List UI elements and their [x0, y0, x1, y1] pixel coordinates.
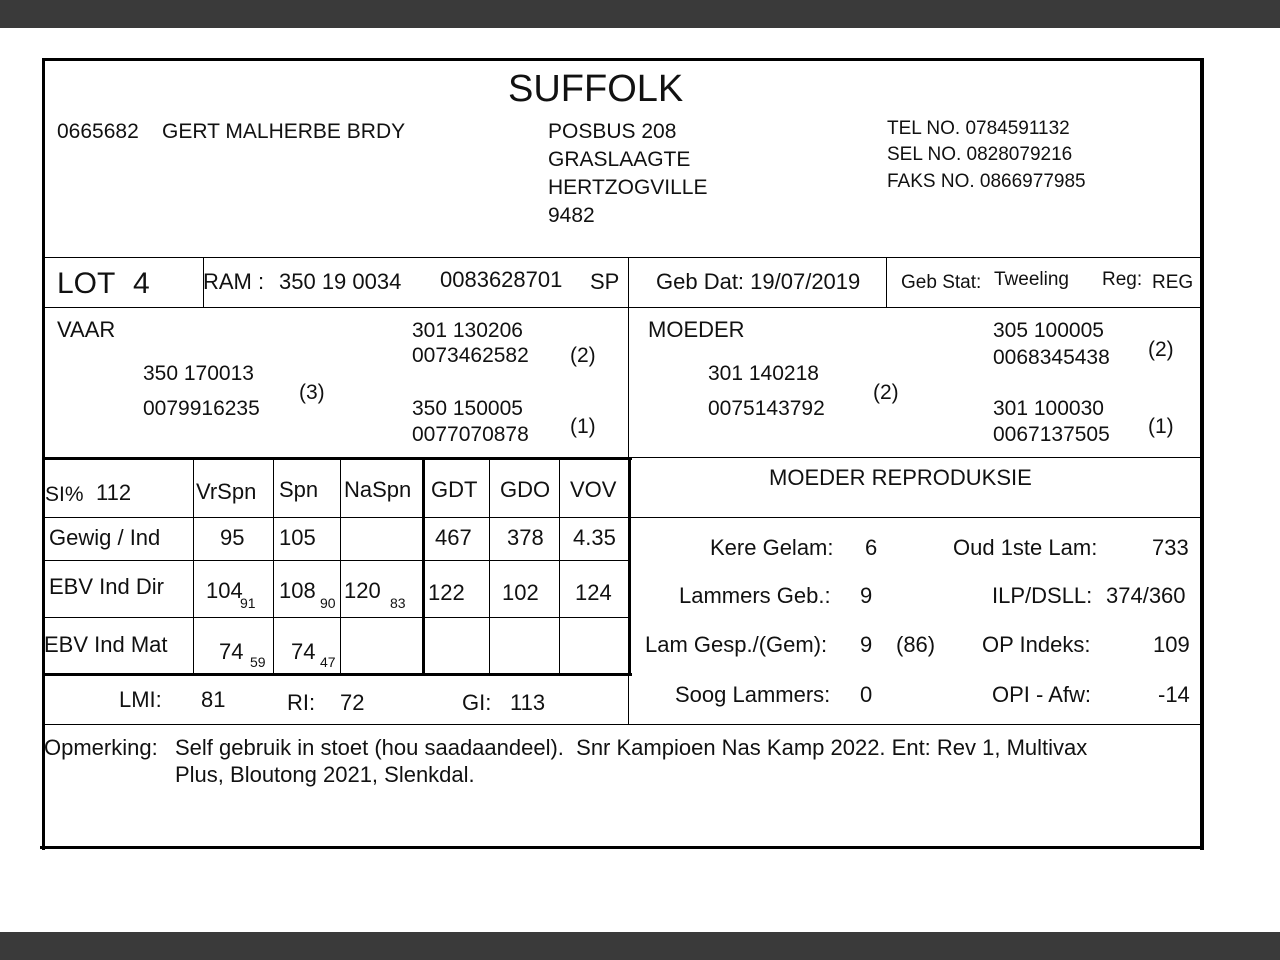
gewig-spn: 105	[279, 525, 316, 550]
opi-label: OPI - Afw:	[992, 682, 1092, 707]
oud-label: Oud 1ste Lam:	[953, 535, 1098, 560]
opi-value: -14	[1158, 682, 1190, 707]
table-col-1	[193, 459, 194, 675]
gi-label: GI:	[462, 690, 492, 715]
address-line-2: GRASLAAGTE	[548, 148, 691, 171]
moeder-sire-id: 305 100005	[993, 319, 1104, 342]
gi-value: 113	[510, 690, 546, 715]
gewig-gdo: 378	[507, 525, 544, 550]
ebv-mat-vrspn-accuracy: 59	[250, 654, 266, 670]
faks-number: FAKS NO. 0866977985	[887, 171, 1086, 192]
divider-row3	[42, 617, 630, 618]
header-gdt: GDT	[431, 477, 478, 502]
lot-number: 4	[133, 267, 150, 300]
moeder-count: (2)	[873, 381, 899, 404]
moeder-sire-count: (2)	[1148, 338, 1174, 361]
op-value: 109	[1153, 632, 1190, 657]
lammers-label: Lammers Geb.:	[679, 583, 831, 608]
header-naspn: NaSpn	[344, 477, 412, 502]
vaar-sire-reg: 0073462582	[412, 344, 529, 367]
moeder-label: MOEDER	[648, 317, 745, 342]
gewig-vov: 4.35	[573, 525, 616, 550]
moeder-sire-reg: 0068345438	[993, 346, 1110, 369]
ebv-dir-vrspn: 104	[206, 578, 243, 603]
reg-label: Reg:	[1102, 269, 1143, 290]
soog-value: 0	[860, 682, 873, 707]
ri-label: RI:	[287, 690, 316, 715]
divider-remark	[42, 724, 1202, 725]
birth-status-label: Geb Stat:	[901, 272, 982, 293]
gewig-vrspn: 95	[220, 525, 245, 550]
row-ebv-mat-label: EBV Ind Mat	[44, 632, 168, 657]
moeder-reg: 0075143792	[708, 397, 825, 420]
top-dark-bar	[0, 0, 1280, 28]
gesp-label: Lam Gesp./(Gem):	[645, 632, 828, 657]
header-gdo: GDO	[500, 477, 551, 502]
vaar-sire-count: (2)	[570, 344, 596, 367]
table-col-4	[422, 459, 425, 675]
ebv-dir-gdt: 122	[428, 580, 465, 605]
si-label: SI%	[45, 483, 84, 506]
ram-label: RAM :	[203, 269, 265, 294]
moeder-dam-count: (1)	[1148, 415, 1174, 438]
card-border-right	[1200, 58, 1204, 850]
row-ebv-dir-label: EBV Ind Dir	[49, 574, 164, 599]
gesp-gem: (86)	[896, 632, 936, 657]
lmi-value: 81	[201, 687, 226, 712]
lmi-label: LMI:	[119, 687, 162, 712]
ebv-dir-spn: 108	[279, 578, 316, 603]
remark-label: Opmerking:	[44, 735, 158, 760]
soog-label: Soog Lammers:	[675, 682, 831, 707]
remark-line-2: Plus, Bloutong 2021, Slenkdal.	[175, 762, 475, 787]
vaar-reg: 0079916235	[143, 397, 260, 420]
divider-lot	[42, 307, 1202, 308]
tel-number: TEL NO. 0784591132	[887, 118, 1070, 139]
divider-table-bottom	[42, 673, 632, 676]
reg-value: REG	[1152, 272, 1194, 293]
bottom-dark-bar	[0, 932, 1280, 960]
divider-ram-v	[628, 257, 629, 307]
vaar-label: VAAR	[57, 317, 116, 342]
ebv-mat-vrspn: 74	[219, 639, 244, 664]
address-line-4: 9482	[548, 204, 595, 227]
divider-gebdat-v	[886, 257, 887, 307]
ram-id: 350 19 0034	[279, 269, 402, 294]
address-line-1: POSBUS 208	[548, 120, 677, 143]
divider-row2	[42, 560, 630, 561]
ebv-mat-spn-accuracy: 47	[320, 654, 336, 670]
reproduction-title: MOEDER REPRODUKSIE	[769, 465, 1032, 490]
vaar-id: 350 170013	[143, 362, 254, 385]
table-col-2	[273, 459, 274, 675]
ebv-dir-naspn-accuracy: 83	[390, 595, 406, 611]
ebv-dir-gdo: 102	[502, 580, 539, 605]
moeder-dam-reg: 0067137505	[993, 423, 1110, 446]
breeder-name: GERT MALHERBE BRDY	[162, 120, 406, 143]
address-line-3: HERTZOGVILLE	[548, 176, 708, 199]
vaar-dam-reg: 0077070878	[412, 423, 529, 446]
op-label: OP Indeks:	[982, 632, 1091, 657]
divider-row1	[42, 517, 1202, 518]
breed-title: SUFFOLK	[508, 68, 684, 110]
ebv-mat-spn: 74	[291, 639, 316, 664]
ilp-value: 374/360	[1106, 583, 1186, 608]
table-col-5	[489, 459, 490, 675]
si-value: 112	[96, 480, 132, 505]
header-vrspn: VrSpn	[196, 479, 257, 504]
card-border-bottom	[40, 846, 1200, 849]
card-border-left	[42, 58, 45, 850]
table-col-7	[628, 459, 631, 675]
ebv-dir-vov: 124	[575, 580, 612, 605]
vaar-sire-id: 301 130206	[412, 319, 523, 342]
ram-reg: 0083628701	[440, 267, 563, 292]
divider-header	[42, 257, 1202, 258]
kere-label: Kere Gelam:	[710, 535, 834, 560]
sel-number: SEL NO. 0828079216	[887, 144, 1073, 165]
vaar-dam-id: 350 150005	[412, 397, 523, 420]
breeder-code: 0665682	[57, 120, 139, 143]
table-col-6	[559, 459, 560, 675]
kere-value: 6	[865, 535, 878, 560]
lammers-value: 9	[860, 583, 873, 608]
ram-suffix: SP	[590, 269, 620, 294]
divider-table-top	[42, 457, 632, 460]
vaar-count: (3)	[299, 381, 325, 404]
gesp-value: 9	[860, 632, 873, 657]
vaar-dam-count: (1)	[570, 415, 596, 438]
table-col-3	[340, 459, 341, 675]
row-gewig-label: Gewig / Ind	[49, 525, 161, 550]
birth-date: Geb Dat: 19/07/2019	[656, 269, 861, 294]
moeder-dam-id: 301 100030	[993, 397, 1104, 420]
birth-status-value: Tweeling	[994, 269, 1069, 290]
header-spn: Spn	[279, 477, 319, 502]
oud-value: 733	[1152, 535, 1189, 560]
ebv-dir-spn-accuracy: 90	[320, 595, 336, 611]
header-vov: VOV	[570, 477, 617, 502]
ebv-dir-naspn: 120	[344, 578, 381, 603]
ilp-label: ILP/DSLL:	[992, 583, 1093, 608]
ebv-dir-vrspn-accuracy: 91	[240, 595, 256, 611]
gewig-gdt: 467	[435, 525, 472, 550]
moeder-id: 301 140218	[708, 362, 819, 385]
card-border-top	[42, 58, 1204, 61]
lot-label: LOT	[57, 267, 116, 300]
remark-line-1: Self gebruik in stoet (hou saadaandeel). Snr Kampioen Nas Kamp 2022. Ent: Rev 1, Multivax	[175, 735, 1088, 760]
divider-center-v	[628, 307, 629, 457]
ri-value: 72	[340, 690, 365, 715]
